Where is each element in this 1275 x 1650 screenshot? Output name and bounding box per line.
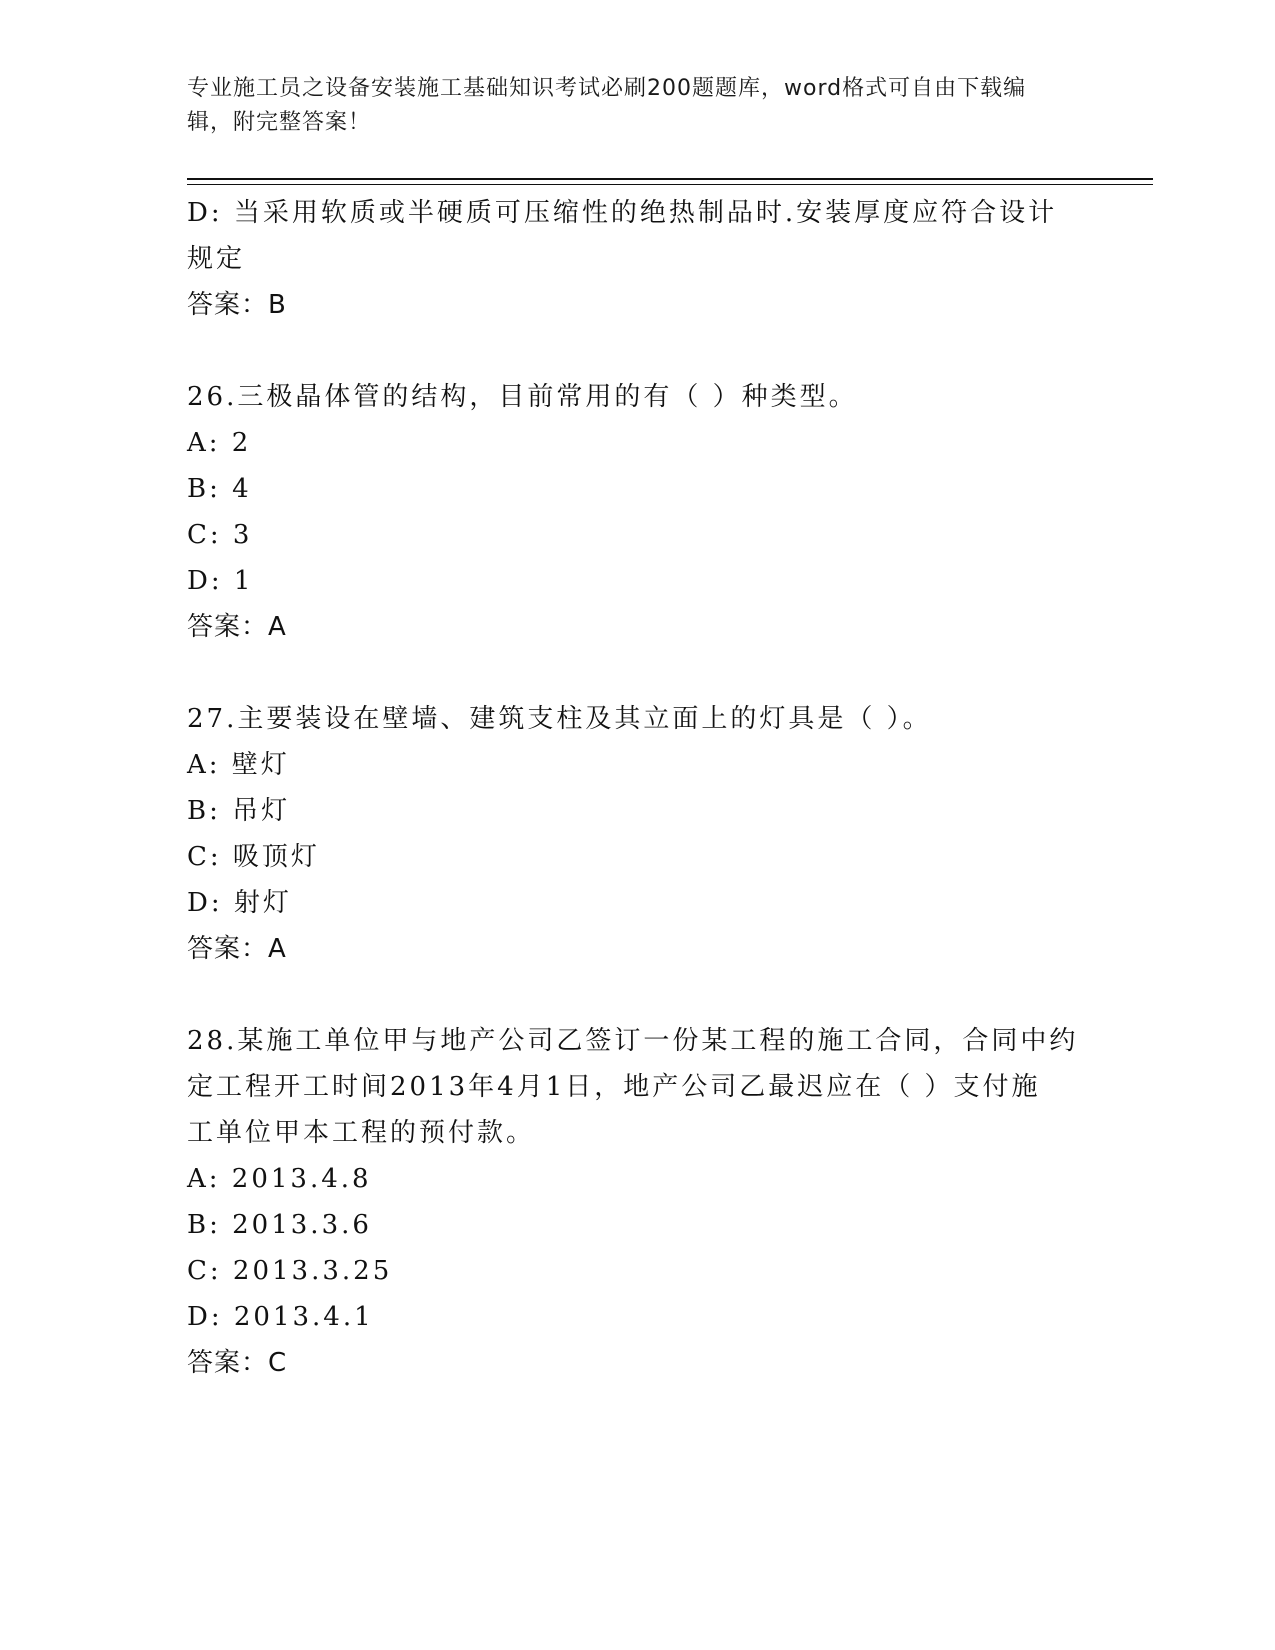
option-b: B: 吊灯 — [187, 796, 291, 826]
question-26 — [187, 374, 1087, 650]
option-c: C: 3 — [187, 520, 253, 550]
question-stem: 26.三极晶体管的结构，目前常用的有（ ）种类型。 — [187, 382, 858, 412]
document-header: 专业施工员之设备安装施工基础知识考试必刷200题题库，word格式可自由下载编辑，附完整答案！ — [187, 76, 1027, 135]
spacer — [187, 328, 1087, 374]
option-d-line-1: D: 当采用软质或半硬质可压缩性的绝热制品时.安装厚度应符合设计 — [187, 198, 1058, 228]
continued-question — [187, 190, 1087, 328]
header-divider-thick — [187, 178, 1153, 180]
option-d: D: 2013.4.1 — [187, 1302, 374, 1332]
question-content — [187, 190, 1087, 1386]
answer-line: 答案：B — [187, 290, 287, 320]
option-b: B: 2013.3.6 — [187, 1210, 372, 1240]
question-28 — [187, 1018, 1087, 1386]
option-a: A: 2013.4.8 — [187, 1164, 372, 1194]
question-stem-line-1: 28.某施工单位甲与地产公司乙签订一份某工程的施工合同，合同中约 — [187, 1026, 1079, 1056]
option-d: D: 1 — [187, 566, 254, 596]
option-d-line-2: 规定 — [187, 244, 246, 274]
option-d: D: 射灯 — [187, 888, 292, 918]
option-c: C: 吸顶灯 — [187, 842, 320, 872]
option-a: A: 2 — [187, 428, 252, 458]
option-c: C: 2013.3.25 — [187, 1256, 393, 1286]
spacer — [187, 650, 1087, 696]
answer-line: 答案：A — [187, 934, 287, 964]
option-a: A: 壁灯 — [187, 750, 290, 780]
answer-line: 答案：A — [187, 612, 287, 642]
question-stem: 27.主要装设在壁墙、建筑支柱及其立面上的灯具是（ ）。 — [187, 704, 932, 734]
option-b: B: 4 — [187, 474, 252, 504]
question-stem-line-2: 定工程开工时间2013年4月1日，地产公司乙最迟应在（ ）支付施 — [187, 1072, 1041, 1102]
question-27 — [187, 696, 1087, 972]
header-divider-thin — [187, 184, 1153, 185]
question-stem-line-3: 工单位甲本工程的预付款。 — [187, 1118, 536, 1148]
answer-line: 答案：C — [187, 1348, 288, 1378]
spacer — [187, 972, 1087, 1018]
